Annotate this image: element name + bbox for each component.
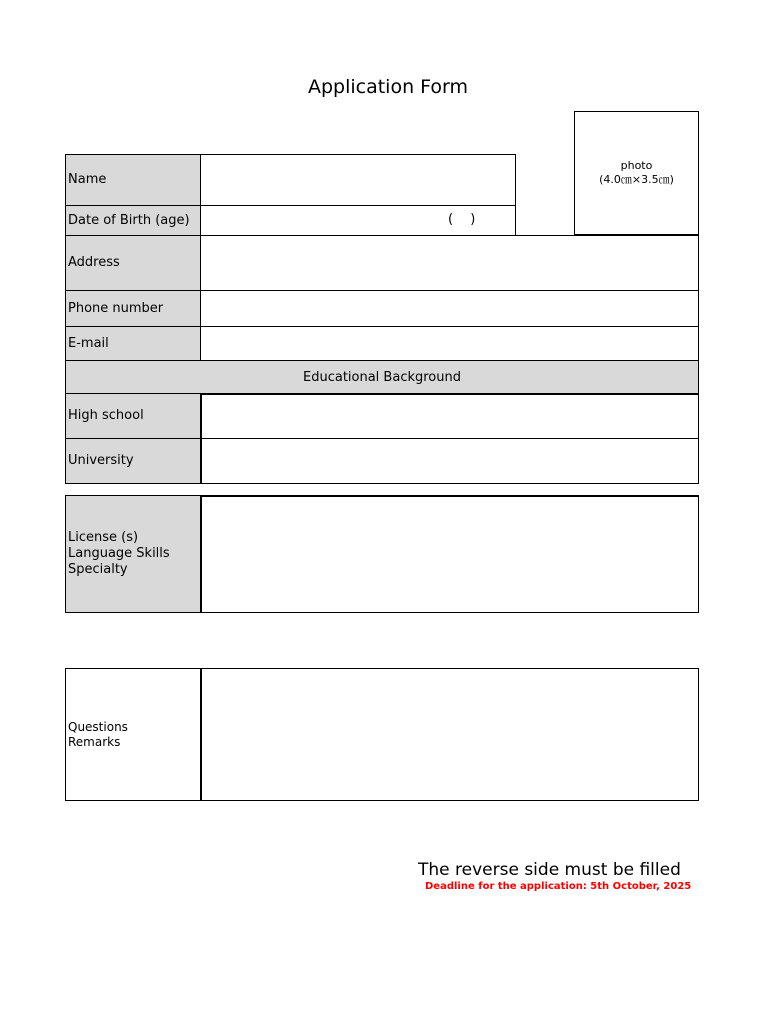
questions-label: Questions Remarks	[65, 668, 201, 801]
name-field[interactable]	[200, 154, 516, 206]
email-field[interactable]	[200, 326, 699, 361]
form-title: Application Form	[307, 76, 469, 98]
university-label: University	[65, 438, 201, 484]
education-heading: Educational Background	[65, 360, 699, 394]
skills-field[interactable]	[200, 495, 699, 613]
reverse-side-note: The reverse side must be filled	[418, 860, 681, 880]
name-label: Name	[65, 154, 201, 206]
photo-size: (4.0㎝×3.5㎝)	[599, 173, 674, 186]
questions-field[interactable]	[200, 668, 699, 801]
photo-box	[574, 111, 699, 235]
university-field[interactable]	[200, 438, 699, 484]
phone-field[interactable]	[200, 290, 699, 327]
email-label: E-mail	[65, 326, 201, 361]
address-field[interactable]	[200, 235, 699, 291]
high-school-label: High school	[65, 393, 201, 439]
phone-label: Phone number	[65, 290, 201, 327]
age-parentheses: ( )	[448, 212, 476, 227]
address-label: Address	[65, 235, 201, 291]
deadline-note: Deadline for the application: 5th October, 2025	[425, 881, 692, 892]
dob-label: Date of Birth (age)	[65, 205, 201, 236]
skills-label: License (s) Language Skills Specialty	[65, 495, 201, 613]
high-school-field[interactable]	[200, 393, 699, 439]
photo-label: photo	[620, 159, 653, 172]
